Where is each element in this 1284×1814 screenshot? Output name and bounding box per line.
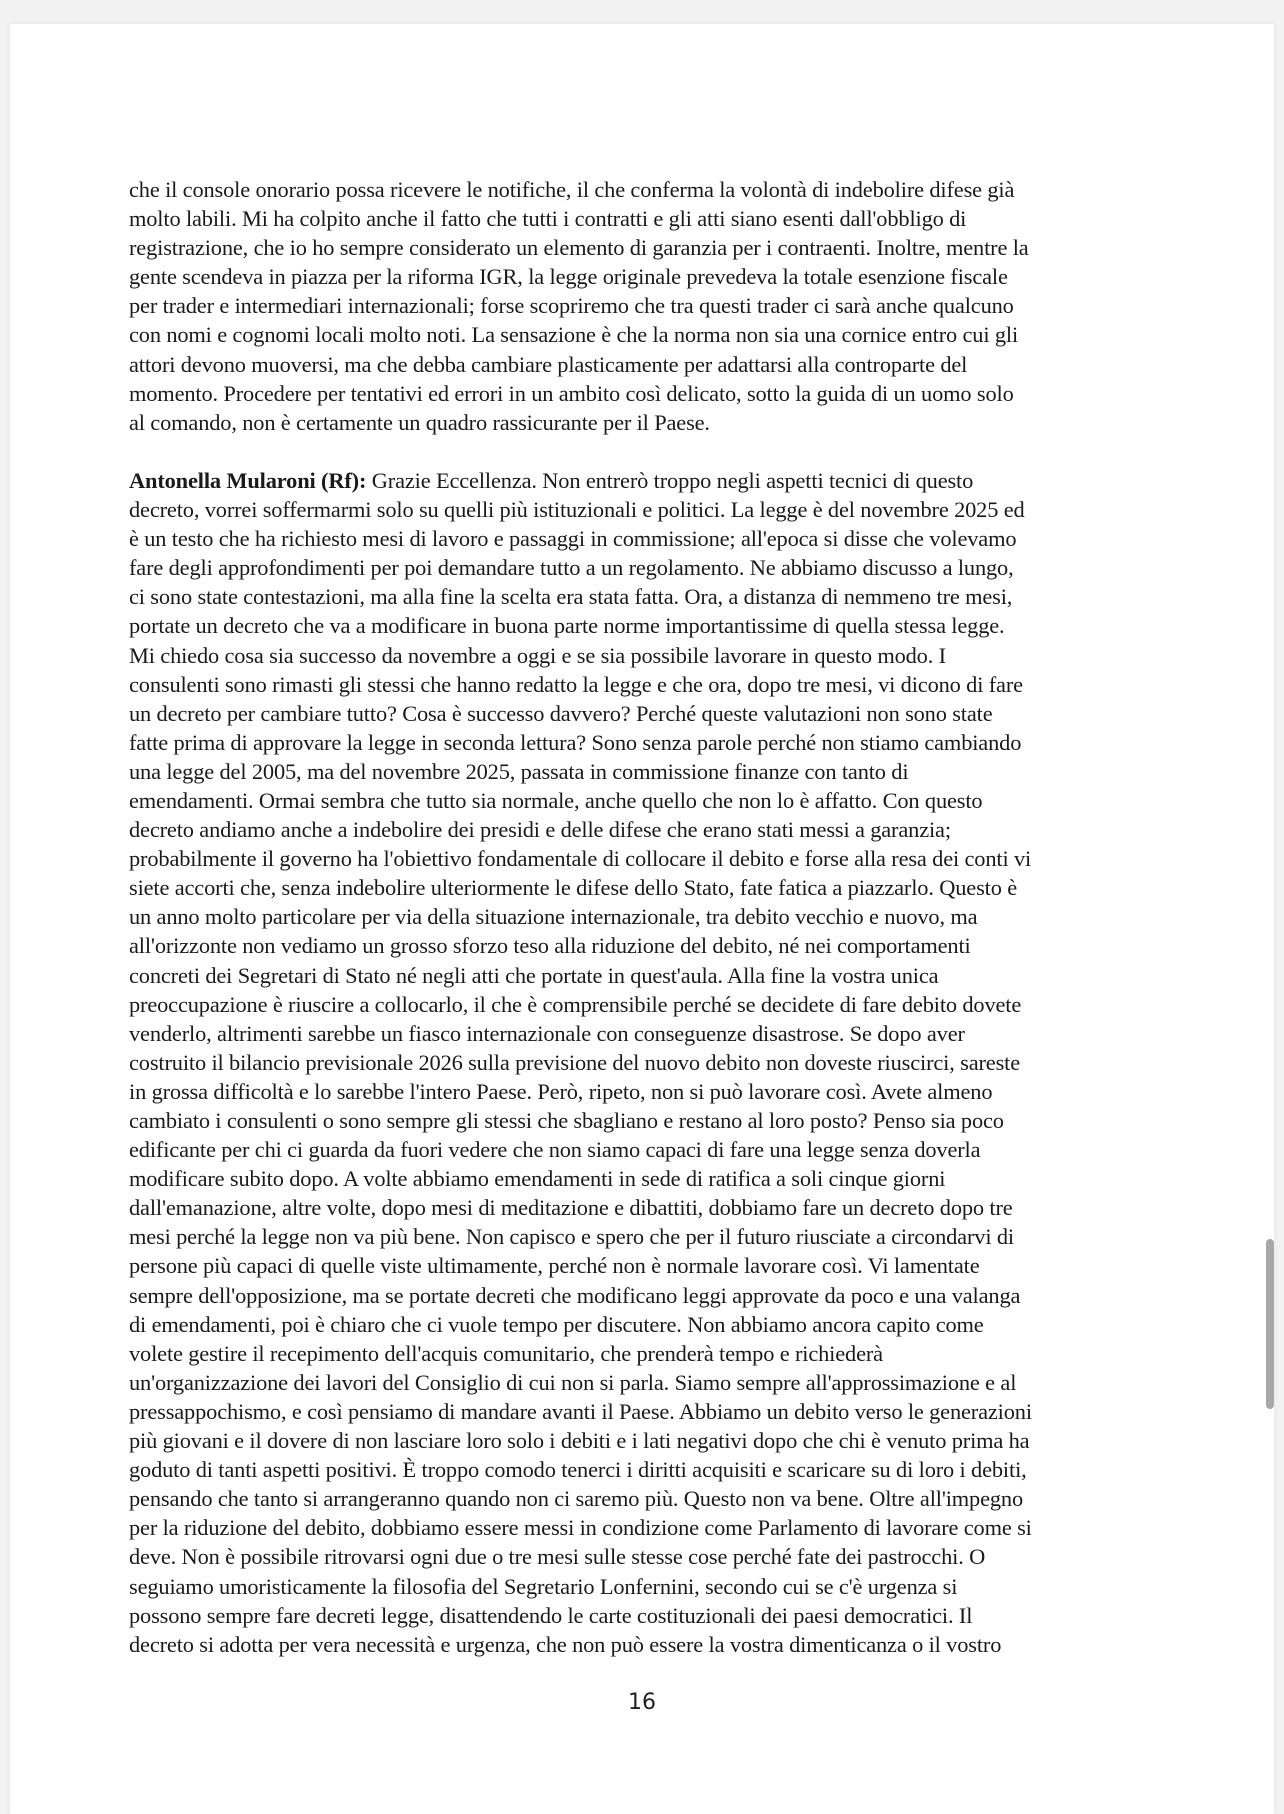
text-line: pensando che tanto si arrangeranno quando non ci saremo più. Questo non va bene. Oltre all'impegno [129, 1486, 1024, 1512]
text-line: dall'emanazione, altre volte, dopo mesi di meditazione e dibattiti, dobbiamo fare un decreto dopo tre [129, 1195, 1013, 1221]
speaker-name: Antonella Mularoni (Rf): [129, 467, 367, 493]
text-line: al comando, non è certamente un quadro rassicurante per il Paese. [129, 409, 710, 435]
text-line: in grossa difficoltà e lo sarebbe l'intero Paese. Però, ripeto, non si può lavorare così. Avete almeno [129, 1078, 993, 1104]
text-line: che il console onorario possa ricevere le notifiche, il che conferma la volontà di indebolire difese già [129, 177, 1015, 202]
paragraph-speech [129, 466, 1189, 1659]
text-line: cambiato i consulenti o sono sempre gli stessi che sbagliano e restano al loro posto? Penso sia poco [129, 1108, 1004, 1133]
text-line: all'orizzonte non vediamo un grosso sforzo teso alla riduzione del debito, né nei comportamenti [129, 933, 971, 959]
text-line: ci sono state contestazioni, ma alla fine la scelta era stata fatta. Ora, a distanza di nemmeno tre mesi, [129, 584, 1013, 610]
text-line: pressappochismo, e così pensiamo di mandare avanti il Paese. Abbiamo un debito verso le generazioni [129, 1398, 1032, 1424]
vertical-scrollbar[interactable] [1262, 24, 1276, 1803]
text-line: un decreto per cambiare tutto? Cosa è successo davvero? Perché queste valutazioni non sono state [129, 700, 993, 726]
text-line: molto labili. Mi ha colpito anche il fatto che tutti i contratti e gli atti siano esenti dall'obbligo di [129, 206, 967, 232]
text-line: con nomi e cognomi locali molto noti. La sensazione è che la norma non sia una cornice entro cui gli [129, 322, 1019, 348]
text-line: sempre dell'opposizione, ma se portate decreti che modificano leggi approvate da poco e una valanga [129, 1282, 1021, 1308]
text-line: per trader e intermediari internazionali; forse scopriremo che tra questi trader ci sarà anche qualcuno [129, 293, 1014, 319]
page-content [129, 175, 1189, 1659]
text-line: deve. Non è possibile ritrovarsi ogni due o tre mesi sulle stesse cose perché fate dei pastrocchi. O [129, 1544, 986, 1570]
text-line: più giovani e il dovere di non lasciare loro solo i debiti e i lati negativi dopo che chi è venuto prima ha [129, 1428, 1030, 1454]
text-line: modificare subito dopo. A volte abbiamo emendamenti in sede di ratifica a soli cinque giorni [129, 1166, 946, 1192]
text-line: decreto, vorrei soffermarmi solo su quelli più istituzionali e politici. La legge è del novembre 2025 ed [129, 497, 1025, 523]
text-line: decreto andiamo anche a indebolire dei presidi e delle difese che erano stati messi a garanzia; [129, 817, 951, 843]
text-line: attori devono muoversi, ma che debba cambiare plasticamente per adattarsi alla controparte del [129, 351, 968, 377]
scrollbar-thumb[interactable] [1266, 1239, 1274, 1409]
text-line: costruito il bilancio previsionale 2026 sulla previsione del nuovo debito non doveste riuscirci, sareste [129, 1049, 1021, 1075]
text-line: venderlo, altrimenti sarebbe un fiasco internazionale con conseguenze disastrose. Se dopo aver [129, 1020, 965, 1046]
text-line: preoccupazione è riuscire a collocarlo, il che è comprensibile perché se decidete di fare debito dovete [129, 991, 1022, 1017]
text-line: goduto di tanti aspetti positivi. È troppo comodo tenerci i diritti acquisiti e scaricare su di loro i debiti, [129, 1457, 1027, 1483]
speech-text: Grazie Eccellenza. Non entrerò troppo negli aspetti tecnici di questo [366, 467, 974, 493]
text-line: è un testo che ha richiesto mesi di lavoro e passaggi in commissione; all'epoca si disse che volevamo [129, 526, 1017, 552]
text-line: un anno molto particolare per via della situazione internazionale, tra debito vecchio e nuovo, ma [129, 904, 978, 930]
text-line: Mi chiedo cosa sia successo da novembre a oggi e se sia possibile lavorare in questo modo. I [129, 642, 946, 668]
text-line: seguiamo umoristicamente la filosofia del Segretario Lonfernini, secondo cui se c'è urgenza si [129, 1573, 958, 1599]
text-line: una legge del 2005, ma del novembre 2025, passata in commissione finanze con tanto di [129, 758, 909, 784]
text-line: possono sempre fare decreti legge, disattendendo le carte costituzionali dei paesi democratici. Il [129, 1602, 973, 1628]
text-line: volete gestire il recepimento dell'acquis comunitario, che prenderà tempo e richiederà [129, 1340, 883, 1366]
document-page [10, 24, 1274, 1814]
text-line: di emendamenti, poi è chiaro che ci vuole tempo per discutere. Non abbiamo ancora capito come [129, 1311, 984, 1337]
text-line: concreti dei Segretari di Stato né negli atti che portate in quest'aula. Alla fine la vostra unica [129, 962, 939, 988]
text-line: emendamenti. Ormai sembra che tutto sia normale, anche quello che non lo è affatto. Con questo [129, 787, 983, 813]
text-line: siete accorti che, senza indebolire ulteriormente le difese dello Stato, fate fatica a piazzarlo. Questo è [129, 875, 1018, 901]
text-line: probabilmente il governo ha l'obiettivo fondamentale di collocare il debito e forse alla resa dei conti vi [129, 846, 1032, 872]
text-line: portate un decreto che va a modificare in buona parte norme importantissime di quella stessa legge. [129, 613, 1005, 639]
text-line: persone più capaci di quelle viste ultimamente, perché non è normale lavorare così. Vi lamentate [129, 1253, 980, 1279]
page-number: 16 [628, 1690, 656, 1715]
text-line: fare degli approfondimenti per poi demandare tutto a un regolamento. Ne abbiamo discusso a lungo, [129, 555, 1014, 581]
text-line: decreto si adotta per vera necessità e urgenza, che non può essere la vostra dimenticanza o il vostro [129, 1631, 1002, 1657]
text-line: mesi perché la legge non va più bene. Non capisco e spero che per il futuro riusciate a circondarvi di [129, 1224, 1014, 1250]
text-line: un'organizzazione dei lavori del Consiglio di cui non si parla. Siamo sempre all'approssimazione e al [129, 1369, 1017, 1395]
text-line: gente scendeva in piazza per la riforma IGR, la legge originale prevedeva la totale esenzione fiscale [129, 264, 1008, 290]
text-line-first [129, 466, 1189, 495]
paragraph-continuation [129, 175, 1189, 437]
text-line: fatte prima di approvare la legge in seconda lettura? Sono senza parole perché non stiamo cambiando [129, 729, 1022, 755]
text-line: per la riduzione del debito, dobbiamo essere messi in condizione come Parlamento di lavorare come si [129, 1515, 1032, 1541]
text-line: momento. Procedere per tentativi ed errori in un ambito così delicato, sotto la guida di un uomo solo [129, 380, 1014, 406]
text-line: consulenti sono rimasti gli stessi che hanno redatto la legge e che ora, dopo tre mesi, vi dicono di fare [129, 671, 1023, 697]
text-line: registrazione, che io ho sempre considerato un elemento di garanzia per i contraenti. Inoltre, mentre la [129, 235, 1029, 261]
text-line: edificante per chi ci guarda da fuori vedere che non siamo capaci di fare una legge senza doverla [129, 1137, 981, 1163]
